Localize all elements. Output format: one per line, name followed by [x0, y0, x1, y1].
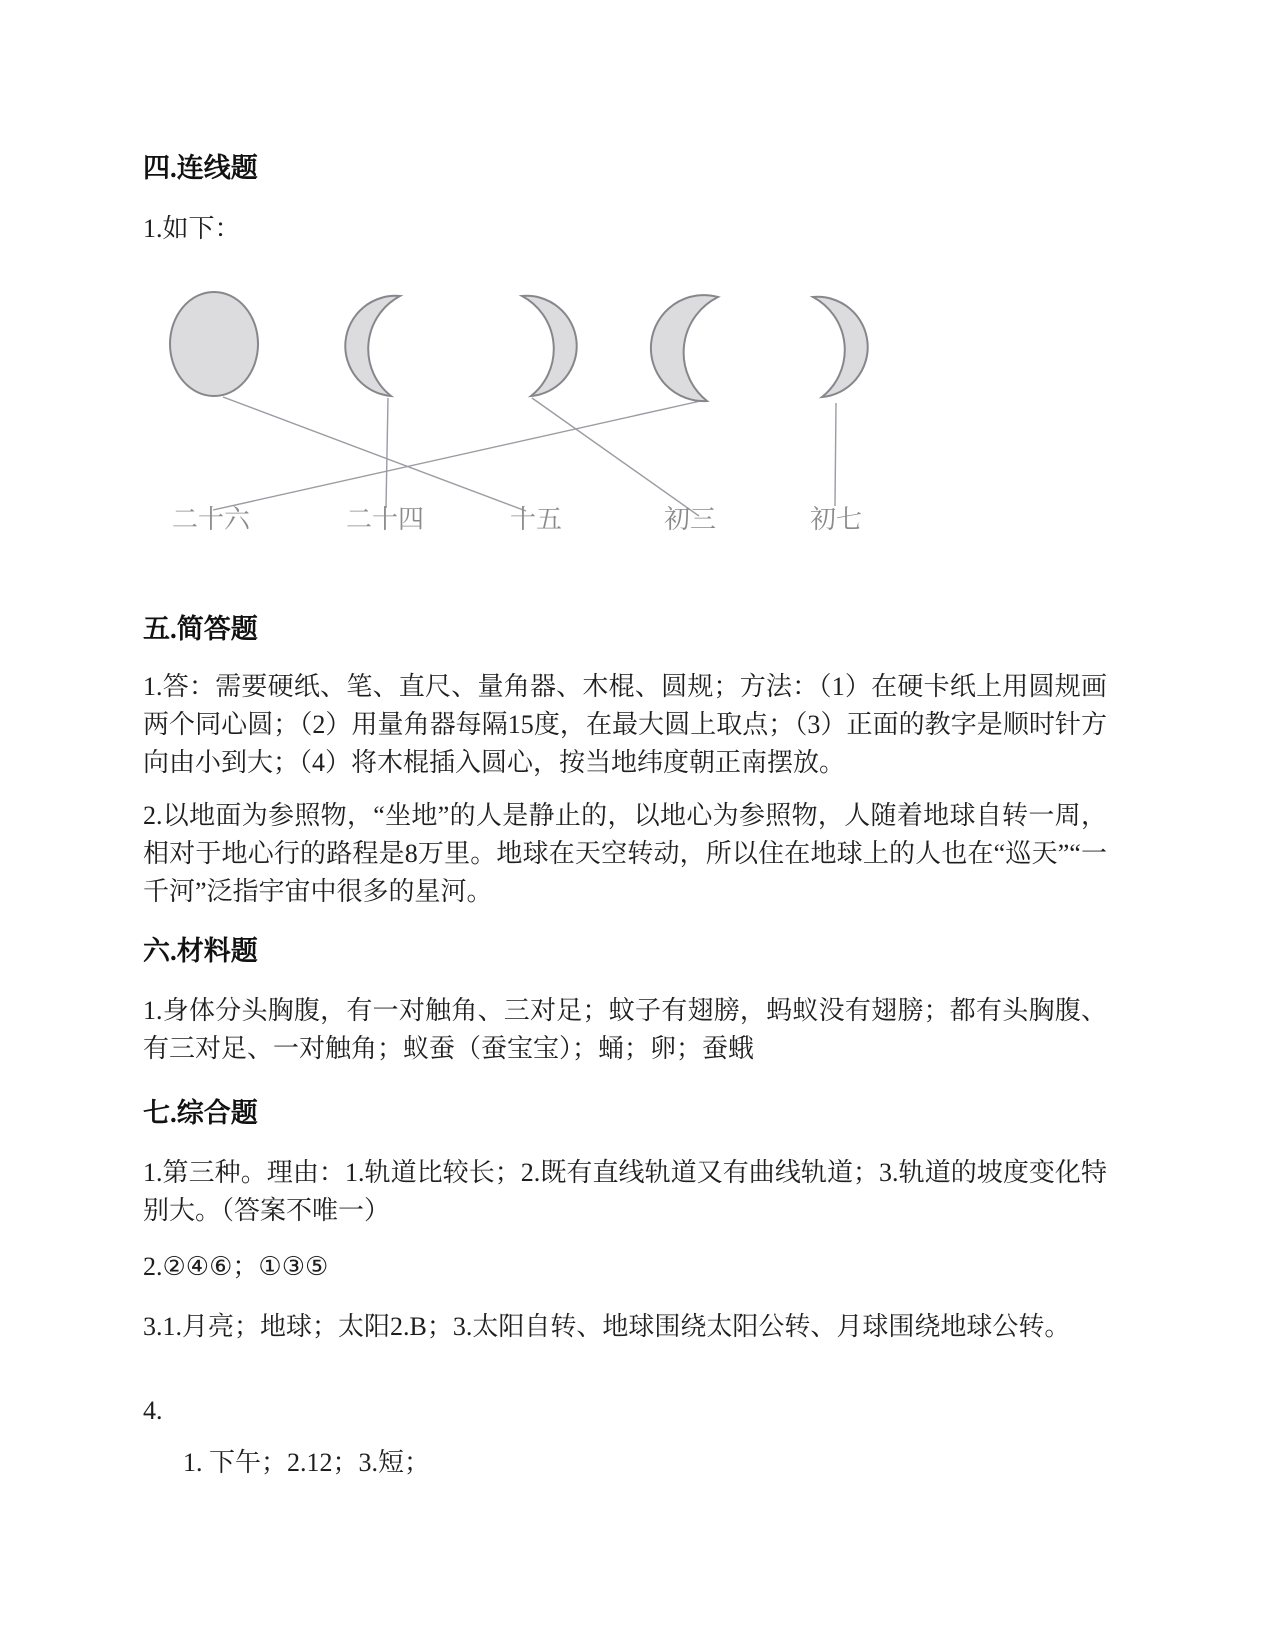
section-7-answer-1: 1.第三种。理由：1.轨道比较长；2.既有直线轨道又有曲线轨道；3.轨道的坡度变化特别大。（答案不唯一）: [143, 1158, 1107, 1225]
connection-line-moon2-to-ershisi: [386, 398, 388, 508]
connection-line-moon5-to-chuqi: [835, 403, 836, 506]
diagram-labels: [172, 505, 862, 534]
waxing-crescent-icon: [813, 297, 868, 397]
moon-phase-diagram: [143, 270, 923, 540]
waxing-crescent-icon: [522, 296, 577, 396]
section-4-heading: 四.连线题: [143, 153, 258, 183]
section-6-heading: 六.材料题: [143, 936, 258, 966]
section-7-answer-3: 3.1.月亮；地球；太阳2.B；3.太阳自转、地球围绕太阳公转、月球围绕地球公转。: [143, 1312, 1071, 1341]
waning-crescent-icon: [345, 296, 400, 396]
section-7-answer-2: 2.②④⑥；①③⑤: [143, 1252, 329, 1281]
moon-shapes-stroked: [170, 292, 868, 401]
section-5-answer-2: 2.以地面为参照物，“坐地”的人是静止的，以地心为参照物，人随着地球自转一周，相对于地心行的路程是8万里。地球在天空转动，所以住在地球上的人也在“巡天”“一千河”泛指宇宙中很多的星河。: [143, 801, 1107, 906]
diagram-label-ershiliu: 二十六: [171, 505, 251, 534]
diagram-label-chuqi: 初七: [809, 505, 863, 534]
section-7-answer-4-detail: 1. 下午；2.12；3.短；: [183, 1448, 431, 1477]
diagram-label-chusan: 初三: [663, 505, 717, 534]
connection-line-moon3-to-chusan: [532, 398, 699, 516]
section-4-item-label: 1.如下：: [143, 214, 241, 243]
section-7-answer-4-label: 4.: [143, 1396, 163, 1425]
section-5-heading: 五.简答题: [143, 614, 258, 644]
waning-crescent-icon: [651, 295, 718, 401]
section-6-answer-1: 1.身体分头胸腹，有一对触角、三对足；蚊子有翅膀，蚂蚁没有翅膀；都有头胸腹、有三对足、一对触角；蚁蚕（蚕宝宝）；蛹；卵；蚕蛾: [143, 996, 1107, 1063]
connection-line-full-to-shiwu: [223, 397, 526, 511]
section-5-answer-1: 1.答：需要硬纸、笔、直尺、量角器、木棍、圆规；方法：（1）在硬卡纸上用圆规画两个同心圆；（2）用量角器每隔15度，在最大圆上取点；（3）正面的教字是顺时针方向由小到大；（4）将木棍插入圆心，按当地纬度朝正南摆放。: [143, 672, 1107, 777]
moon-shapes: [170, 292, 868, 401]
connection-lines: [213, 397, 836, 516]
connection-line-moon4-to-ershiliu: [213, 400, 705, 510]
diagram-label-ershisi: 二十四: [345, 505, 425, 534]
section-7-heading: 七.综合题: [143, 1098, 258, 1128]
diagram-label-shiwu: 十五: [509, 505, 563, 534]
full-moon-icon: [170, 292, 258, 396]
